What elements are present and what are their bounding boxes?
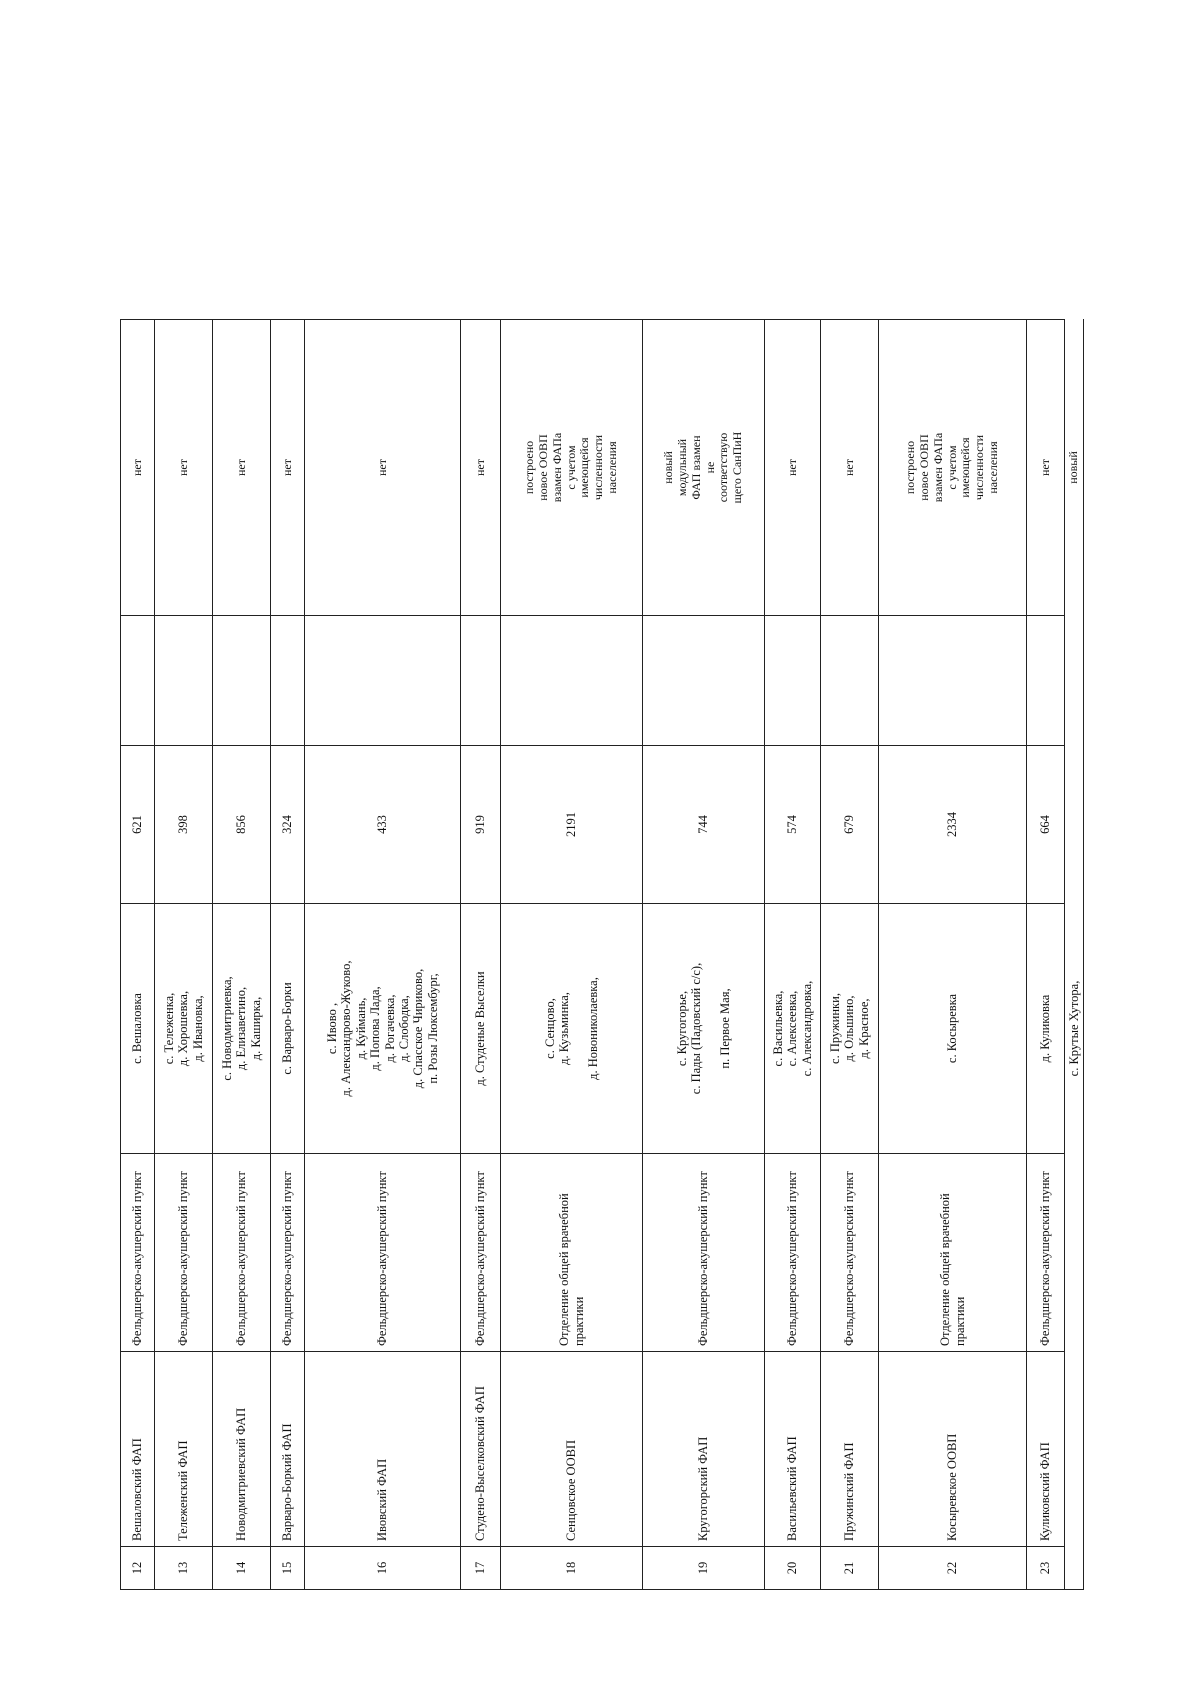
settlement-name: с. Косыревка	[945, 993, 960, 1064]
empty-cell	[271, 616, 305, 746]
note-line: нет	[175, 459, 190, 476]
note-line: нет	[129, 459, 144, 476]
facility-name-cell: Куликовский ФАП	[1027, 1352, 1065, 1547]
note-cell	[821, 320, 879, 616]
settlement-name: с. Пады (Падовский с/с),	[689, 962, 704, 1095]
population-cell: 2334	[879, 746, 1027, 904]
population-cell: 2191	[501, 746, 643, 904]
facility-name-cell: Вешаловский ФАП	[121, 1352, 155, 1547]
settlements-cell	[643, 904, 765, 1154]
settlement-name: с. Ивово ,	[325, 1002, 339, 1055]
note-line: построено	[903, 440, 918, 495]
note-line: не	[702, 461, 717, 474]
settlement-name: с. Кругогорье,	[674, 990, 689, 1067]
settlement-name: д. Хорошевка,	[176, 990, 191, 1067]
note-line: нет	[233, 459, 248, 476]
facility-name-cell: Новодмитриевский ФАП	[213, 1352, 271, 1547]
settlement-name	[704, 909, 718, 1148]
settlement-name: д. Студеные Выселки	[473, 971, 488, 1086]
table-row	[1065, 320, 1084, 1590]
row-number-cell: 17	[461, 1547, 501, 1590]
row-number-cell: 14	[213, 1547, 271, 1590]
facility-name-cell	[1065, 1352, 1084, 1547]
population-cell: 856	[213, 746, 271, 904]
note-cell	[305, 320, 461, 616]
table-row	[271, 320, 305, 1590]
settlements-cell	[461, 904, 501, 1154]
note-cell	[271, 320, 305, 616]
settlement-name	[572, 909, 586, 1148]
empty-cell	[121, 616, 155, 746]
row-number-cell: 13	[155, 1547, 213, 1590]
facility-type-cell: Отделение общей врачебной практики	[501, 1154, 643, 1352]
note-cell	[643, 320, 765, 616]
facility-name-cell: Варваро-Боркий ФАП	[271, 1352, 305, 1547]
note-line: соответствую	[716, 432, 731, 503]
facility-name-cell: Сенцовское ООВП	[501, 1352, 643, 1547]
settlements-cell	[1065, 904, 1084, 1154]
facility-type-cell: Фельдшерско-акушерский пункт	[821, 1154, 879, 1352]
empty-cell	[501, 616, 643, 746]
empty-cell	[879, 616, 1027, 746]
settlement-name: д. Рогачевка,	[382, 994, 397, 1063]
settlement-name: с. Пружинки,	[827, 993, 842, 1064]
facility-name-cell: Кругогорский ФАП	[643, 1352, 765, 1547]
settlement-name: с. Крутые Хутора,	[1067, 980, 1081, 1077]
settlement-name: д. Ольшино,	[842, 995, 857, 1062]
row-number-cell: 20	[765, 1547, 821, 1590]
settlements-cell	[213, 904, 271, 1154]
note-line: численности	[591, 434, 606, 501]
note-line: взамен ФАПа	[549, 432, 564, 503]
row-number-cell: 15	[271, 1547, 305, 1590]
note-cell	[765, 320, 821, 616]
facility-type-cell: Фельдшерско-акушерский пункт	[643, 1154, 765, 1352]
population-cell: 398	[155, 746, 213, 904]
settlement-name: д. Куликовка	[1038, 994, 1053, 1063]
settlement-name: д. Каширка,	[248, 996, 263, 1061]
note-line: модульный	[674, 438, 689, 497]
settlement-name: п. Розы Люксембург,	[425, 973, 440, 1084]
note-cell	[461, 320, 501, 616]
row-number-cell: 16	[305, 1547, 461, 1590]
settlement-name: д. Александрово-Жуково,	[339, 960, 354, 1097]
settlements-cell	[1027, 904, 1065, 1154]
note-cell	[501, 320, 643, 616]
settlement-name: п. Первое Мая,	[717, 988, 732, 1069]
settlement-name: д. Новониколаевка,	[585, 977, 600, 1080]
settlements-cell	[121, 904, 155, 1154]
note-line: нет	[472, 459, 487, 476]
empty-cell	[1065, 616, 1084, 746]
row-number-cell: 12	[121, 1547, 155, 1590]
table-row	[821, 320, 879, 1590]
empty-cell	[213, 616, 271, 746]
facility-type-cell: Фельдшерско-акушерский пункт	[305, 1154, 461, 1352]
note-line: нет	[279, 459, 294, 476]
population-cell: 919	[461, 746, 501, 904]
table-row	[461, 320, 501, 1590]
settlements-cell	[271, 904, 305, 1154]
population-cell: 433	[305, 746, 461, 904]
note-line: новый	[661, 451, 676, 484]
facility-name-cell: Васильевский ФАП	[765, 1352, 821, 1547]
note-line: новое ООВП	[917, 434, 931, 501]
row-number-cell	[1065, 1547, 1084, 1590]
facility-type-cell: Фельдшерско-акушерский пункт	[213, 1154, 271, 1352]
settlement-name: с. Сенцово,	[542, 998, 557, 1059]
row-number-cell: 23	[1027, 1547, 1065, 1590]
empty-cell	[305, 616, 461, 746]
note-cell	[1065, 320, 1084, 616]
note-line: с учетом	[563, 445, 578, 490]
empty-cell	[1027, 616, 1065, 746]
facility-name-cell: Косыревское ООВП	[879, 1352, 1027, 1547]
note-line: с учетом	[944, 445, 959, 490]
note-line: имеющейся	[577, 437, 592, 498]
settlement-name: д. Ивановка,	[190, 995, 205, 1062]
settlement-name: с. Алексеевка,	[785, 990, 800, 1067]
row-number-cell: 21	[821, 1547, 879, 1590]
population-cell: 621	[121, 746, 155, 904]
note-line: населения	[985, 441, 1000, 494]
note-cell	[1027, 320, 1065, 616]
facility-name-cell: Тележенский ФАП	[155, 1352, 213, 1547]
settlement-name: д. Куймань,	[353, 997, 368, 1060]
empty-cell	[643, 616, 765, 746]
table-row	[155, 320, 213, 1590]
note-line: нет	[1037, 459, 1052, 476]
note-line: ФАП взамен	[688, 435, 703, 500]
note-line: нет	[784, 459, 799, 476]
population-cell: 324	[271, 746, 305, 904]
settlement-name: д. Елизаветино,	[234, 986, 249, 1071]
empty-cell	[765, 616, 821, 746]
settlements-cell	[305, 904, 461, 1154]
settlement-name: д. Кузьминка,	[557, 992, 572, 1065]
settlement-name: с. Васильевка,	[770, 990, 785, 1067]
note-line: населения	[604, 441, 619, 494]
settlement-name: с. Александровка,	[799, 980, 814, 1077]
table-row	[765, 320, 821, 1590]
note-line: нет	[841, 459, 856, 476]
table-row	[501, 320, 643, 1590]
note-line: численности	[972, 434, 987, 501]
note-line: новый	[1066, 451, 1081, 484]
settlements-cell	[821, 904, 879, 1154]
note-cell	[213, 320, 271, 616]
settlement-name: с. Новодмитриевка,	[219, 976, 234, 1081]
settlements-cell	[765, 904, 821, 1154]
note-line: взамен ФАПа	[930, 432, 945, 503]
row-number-cell: 22	[879, 1547, 1027, 1590]
empty-cell	[461, 616, 501, 746]
population-cell	[1065, 746, 1084, 904]
population-cell: 679	[821, 746, 879, 904]
settlement-name: д. Красное,	[856, 998, 871, 1059]
facilities-table	[120, 319, 1084, 1590]
settlements-cell	[155, 904, 213, 1154]
row-number-cell: 18	[501, 1547, 643, 1590]
table-row	[879, 320, 1027, 1590]
note-line: новое ООВП	[536, 434, 550, 501]
table-row	[121, 320, 155, 1590]
facility-name-cell: Пружинский ФАП	[821, 1352, 879, 1547]
table-row	[643, 320, 765, 1590]
note-line: построено	[522, 440, 537, 495]
note-cell	[879, 320, 1027, 616]
facility-name-cell: Студено-Выселковский ФАП	[461, 1352, 501, 1547]
facility-type-cell: Фельдшерско-акушерский пункт	[1027, 1154, 1065, 1352]
settlement-name: с. Варваро-Борки	[280, 982, 295, 1075]
population-cell: 664	[1027, 746, 1065, 904]
table-row	[305, 320, 461, 1590]
facility-type-cell: Фельдшерско-акушерский пункт	[461, 1154, 501, 1352]
facility-type-cell: Фельдшерско-акушерский пункт	[121, 1154, 155, 1352]
population-cell: 744	[643, 746, 765, 904]
facility-name-cell: Ивовский ФАП	[305, 1352, 461, 1547]
settlements-cell	[879, 904, 1027, 1154]
note-line: имеющейся	[958, 437, 973, 498]
rotated-table-wrapper	[120, 320, 1081, 1590]
note-cell	[155, 320, 213, 616]
note-cell	[121, 320, 155, 616]
empty-cell	[155, 616, 213, 746]
settlement-name: с. Тележенка,	[161, 992, 176, 1065]
facility-type-cell: Фельдшерско-акушерский пункт	[271, 1154, 305, 1352]
population-cell: 574	[765, 746, 821, 904]
facility-type-cell: Фельдшерско-акушерский пункт	[765, 1154, 821, 1352]
table-body	[121, 320, 1084, 1590]
settlements-cell	[501, 904, 643, 1154]
facility-type-cell: Отделение общей врачебной практики	[879, 1154, 1027, 1352]
settlement-name: д. Спасское Чириково,	[411, 968, 426, 1089]
empty-cell	[821, 616, 879, 746]
table-row	[213, 320, 271, 1590]
note-line: щего СанПиН	[730, 431, 745, 504]
row-number-cell: 19	[643, 1547, 765, 1590]
settlement-name: д. Слободка,	[396, 995, 411, 1062]
settlement-name: с. Вешаловка	[130, 993, 145, 1064]
note-line: нет	[374, 459, 389, 476]
facility-type-cell	[1065, 1154, 1084, 1352]
settlement-name: д. Попова Лада,	[368, 986, 383, 1071]
facility-type-cell: Фельдшерско-акушерский пункт	[155, 1154, 213, 1352]
table-row	[1027, 320, 1065, 1590]
